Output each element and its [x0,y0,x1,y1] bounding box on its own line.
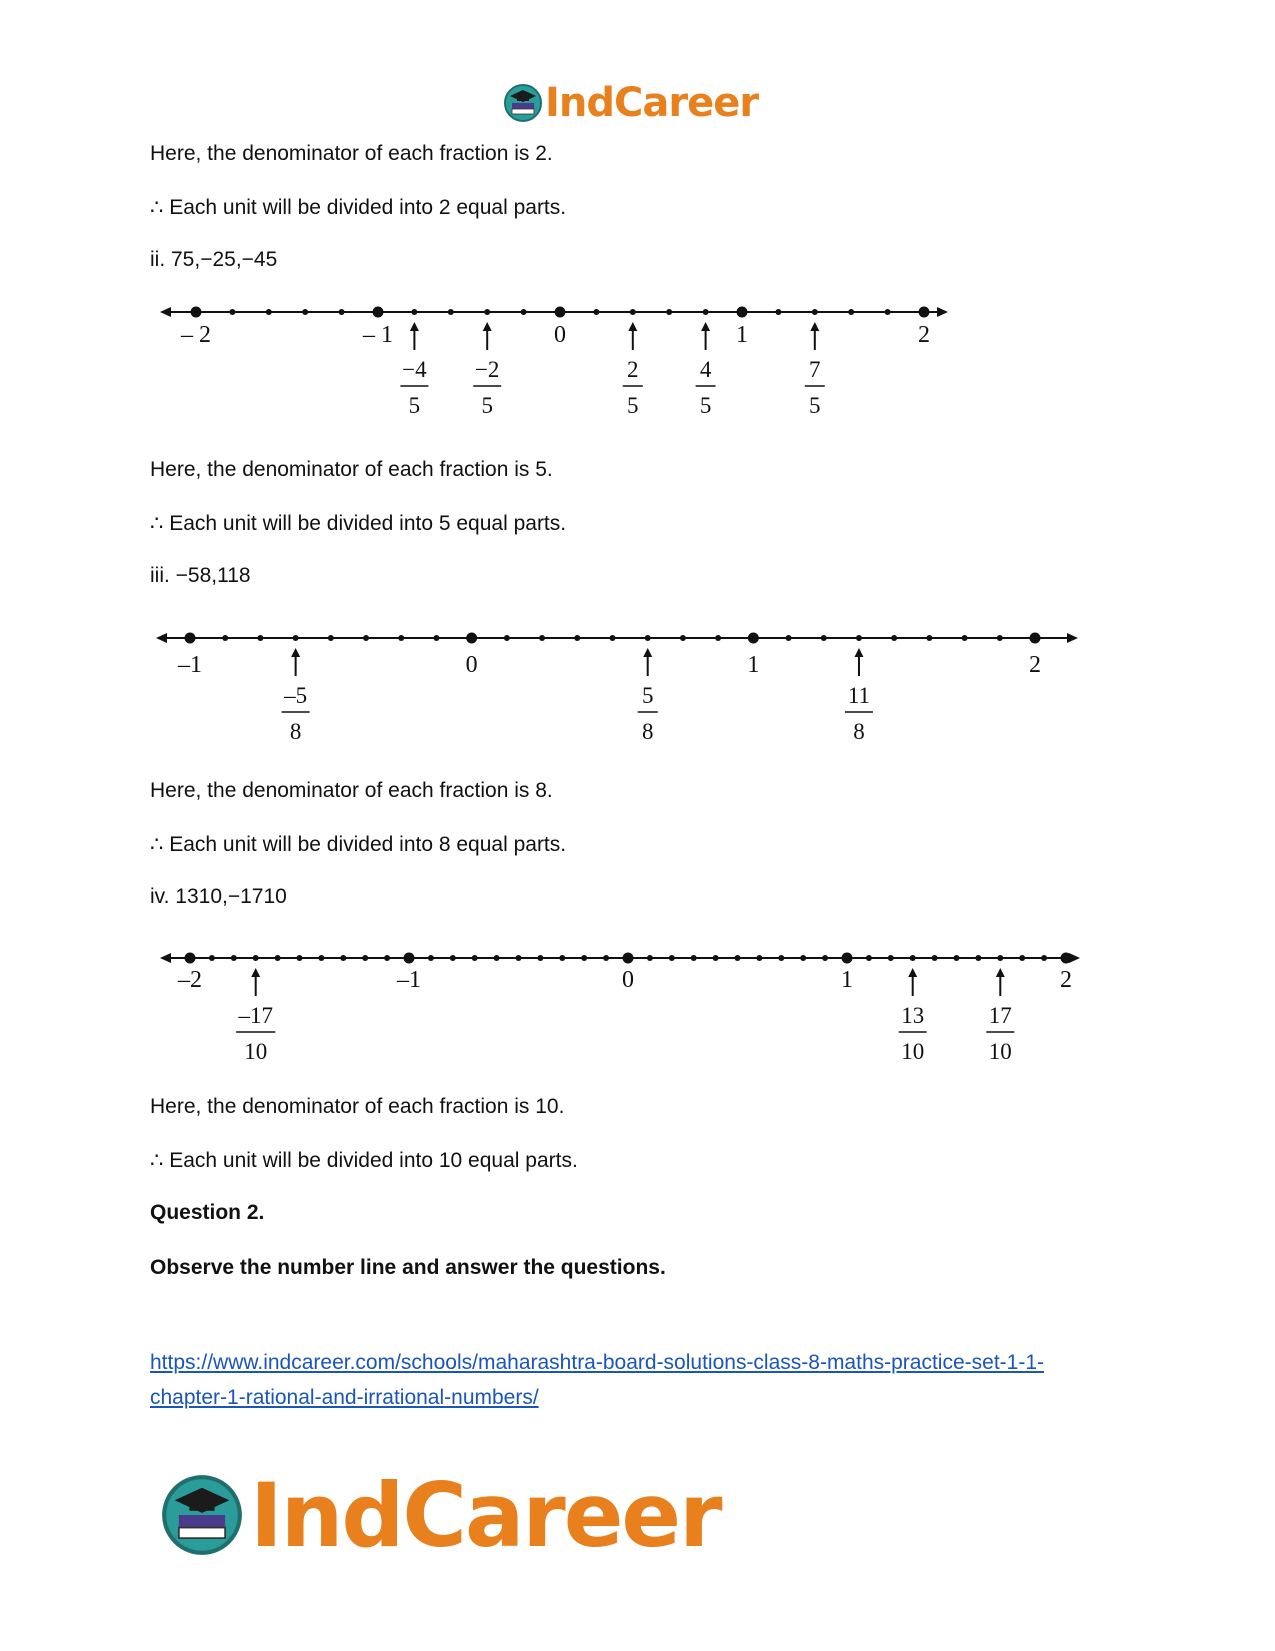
fraction-denominator: 10 [244,1039,268,1064]
integer-point [842,953,853,964]
integer-label: 1 [747,652,760,678]
division-point [448,309,454,315]
paragraph: ∴ Each unit will be divided into 5 equal parts. [150,512,567,535]
marked-fraction [845,648,873,744]
division-point [539,635,545,641]
division-point [328,635,334,641]
integer-point [466,633,477,644]
division-point [428,955,434,961]
marked-fraction [473,322,501,418]
integer-point [404,953,415,964]
integer-point [185,633,196,644]
marked-fraction [986,968,1014,1064]
fraction-numerator: −2 [474,357,500,382]
division-point [411,309,417,315]
marked-fraction [282,648,310,744]
marked-fraction [899,968,927,1064]
fraction-denominator: 8 [289,719,302,744]
fraction-numerator: 17 [988,1003,1012,1028]
division-point [666,309,672,315]
fraction-denominator: 8 [641,719,654,744]
integer-label: 2 [918,322,930,348]
axis-arrow-left [156,633,167,643]
division-point [997,955,1003,961]
division-point [318,955,324,961]
division-point [297,955,303,961]
integer-label: 2 [1029,652,1041,678]
marked-fraction [638,648,658,744]
marked-fraction [696,322,716,418]
fraction-numerator: 7 [809,357,821,382]
integer-label: 2 [1060,967,1072,993]
integer-point [185,953,196,964]
division-point [926,635,932,641]
division-point [821,635,827,641]
division-point [275,955,281,961]
division-point [800,955,806,961]
division-point [891,635,897,641]
division-point [581,955,587,961]
division-point [222,635,228,641]
axis-arrow-right [1067,633,1078,643]
fraction-numerator: 5 [641,683,654,708]
division-point [997,635,1003,641]
division-point [932,955,938,961]
paragraph: ∴ Each unit will be divided into 10 equal parts. [150,1149,578,1172]
division-point [1019,955,1025,961]
division-point [293,635,299,641]
integer-label: –2 [178,967,202,993]
fraction-denominator: 5 [809,393,821,418]
integer-label: 1 [736,322,748,348]
division-point [786,635,792,641]
division-point [910,955,916,961]
number-line-tenths [0,950,1275,1080]
division-point [504,635,510,641]
division-point [340,955,346,961]
division-point [229,309,235,315]
fraction-numerator: 13 [901,1003,925,1028]
division-point [778,955,784,961]
brand-logo-top [503,80,758,126]
division-point [775,309,781,315]
division-point [472,955,478,961]
marked-fraction [400,322,428,418]
question-text: Observe the number line and answer the questions. [150,1256,666,1279]
division-point [703,309,709,315]
fraction-numerator: −4 [402,357,427,382]
integer-label: 1 [841,967,853,993]
fraction-numerator: 4 [699,357,712,382]
division-point [559,955,565,961]
marked-fraction [236,968,275,1064]
integer-point [737,307,748,318]
paragraph: iv. 1310,−1710 [150,885,287,908]
division-point [822,955,828,961]
division-point [362,955,368,961]
integer-point [555,307,566,318]
division-point [735,955,741,961]
integer-label: –1 [178,652,202,678]
paragraph: ∴ Each unit will be divided into 2 equal parts. [150,196,567,219]
division-point [339,309,345,315]
question-heading: Question 2. [150,1201,265,1224]
fraction-denominator: 5 [699,393,712,418]
fraction-denominator: 8 [853,719,865,744]
division-point [888,955,894,961]
division-point [521,309,527,315]
paragraph: ii. 75,−25,−45 [150,248,278,271]
graduation-cap-book-globe-icon [160,1473,244,1557]
division-point [494,955,500,961]
paragraph: Here, the denominator of each fraction is 5. [150,458,553,481]
paragraph: iii. −58,118 [150,564,251,587]
division-point [669,955,675,961]
division-point [756,955,762,961]
division-point [856,635,862,641]
division-point [975,955,981,961]
division-point [885,309,891,315]
division-point [848,309,854,315]
fraction-numerator: –5 [284,683,308,708]
axis-arrow-left [160,307,171,317]
division-point [954,955,960,961]
fraction-numerator: 2 [627,357,639,382]
integer-label: 0 [622,967,634,993]
integer-point [748,633,759,644]
division-point [209,955,215,961]
paragraph: ∴ Each unit will be divided into 8 equal parts. [150,833,567,856]
fraction-denominator: 10 [901,1039,925,1064]
integer-point [623,953,634,964]
fraction-denominator: 5 [627,393,639,418]
division-point [363,635,369,641]
division-point [962,635,968,641]
integer-point [191,307,202,318]
brand-name: IndCareer [545,80,759,126]
division-point [257,635,263,641]
division-point [691,955,697,961]
division-point [713,955,719,961]
fraction-denominator: 5 [481,393,493,418]
division-point [450,955,456,961]
source-link-line-1[interactable]: https://www.indcareer.com/schools/maharashtra-board-solutions-class-8-maths-practice-set-1-1- [150,1351,1044,1374]
division-point [603,955,609,961]
division-point [484,309,490,315]
fraction-numerator: 11 [847,683,871,708]
division-point [253,955,259,961]
number-line-fifths [0,300,1275,440]
division-point [433,635,439,641]
division-point [574,635,580,641]
division-point [680,635,686,641]
division-point [398,635,404,641]
integer-label: 0 [554,322,566,348]
division-point [231,955,237,961]
marked-fraction [805,322,825,418]
integer-label: – 2 [181,322,211,348]
division-point [610,635,616,641]
paragraph: Here, the denominator of each fraction is 10. [150,1095,565,1118]
integer-point [1030,633,1041,644]
division-point [593,309,599,315]
division-point [647,955,653,961]
fraction-numerator: –17 [238,1003,273,1028]
division-point [384,955,390,961]
integer-label: 0 [465,652,478,678]
fraction-denominator: 10 [988,1039,1012,1064]
integer-point [1061,953,1072,964]
division-point [537,955,543,961]
integer-point [373,307,384,318]
division-point [866,955,872,961]
division-point [630,309,636,315]
brand-logo-bottom [160,1463,721,1567]
division-point [715,635,721,641]
source-link-line-2[interactable]: chapter-1-rational-and-irrational-numbers/ [150,1386,539,1409]
axis-arrow-right [937,307,948,317]
integer-label: –1 [397,967,421,993]
division-point [645,635,651,641]
brand-name: IndCareer [250,1463,721,1567]
graduation-cap-book-globe-icon [503,83,543,123]
division-point [812,309,818,315]
division-point [266,309,272,315]
division-point [516,955,522,961]
fraction-denominator: 5 [408,393,421,418]
paragraph: Here, the denominator of each fraction is 2. [150,142,553,165]
number-line-eighths [0,628,1275,768]
integer-point [919,307,930,318]
integer-label: – 1 [363,322,393,348]
marked-fraction [623,322,643,418]
division-point [1041,955,1047,961]
division-point [302,309,308,315]
paragraph: Here, the denominator of each fraction is 8. [150,779,553,802]
axis-arrow-left [160,953,171,963]
